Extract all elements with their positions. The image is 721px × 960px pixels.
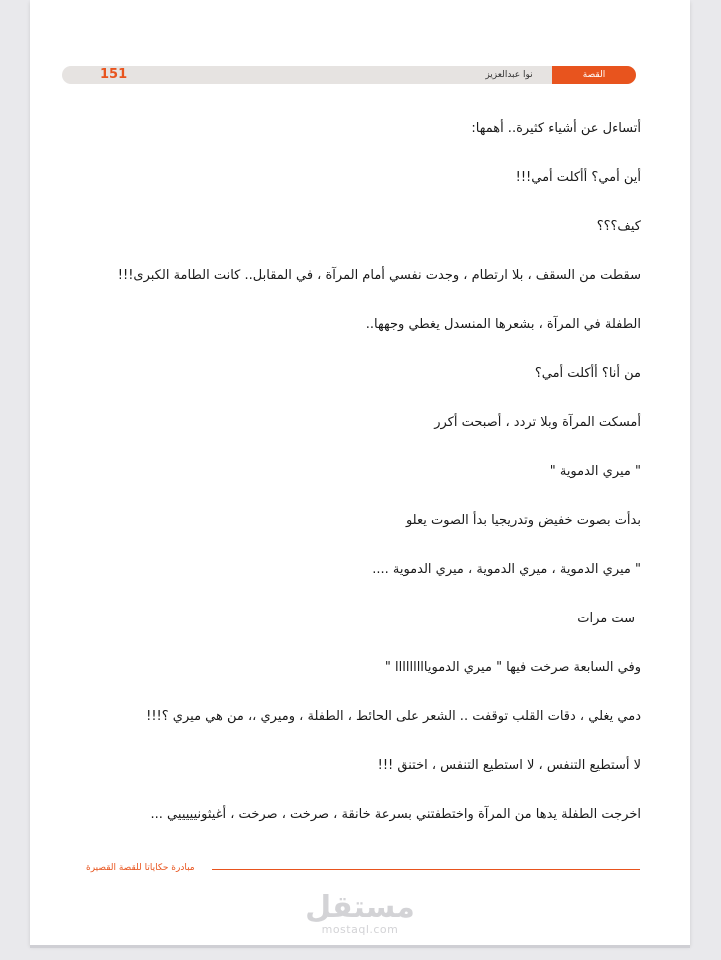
paragraph: أمسكت المرآة وبلا تردد ، أصبحت أكرر bbox=[434, 415, 641, 430]
paragraph: " ميري الدموية " bbox=[549, 464, 641, 479]
paragraph: ست مرات bbox=[577, 611, 635, 626]
paragraph: من أنا؟ أأكلت أمي؟ bbox=[534, 366, 641, 381]
paragraph: بدأت بصوت خفيض وتدريجيا بدأ الصوت يعلو bbox=[405, 513, 641, 528]
footer-rule bbox=[212, 869, 640, 870]
paragraph: اخرجت الطفلة يدها من المرآة واختطفتني بسرعة خانقة ، صرخت ، صرخت ، أغيثونيييييي ... bbox=[150, 807, 641, 822]
paragraph: الطفلة في المرآة ، بشعرها المنسدل يغطي وجهها.. bbox=[365, 317, 641, 332]
watermark-logo: مستقل bbox=[305, 890, 415, 925]
watermark bbox=[300, 892, 420, 936]
footer-label: مبادرة حكاياتا للقصة القصيرة bbox=[86, 863, 195, 873]
page-bottom-edge bbox=[30, 945, 690, 948]
paragraph: لا أستطيع التنفس ، لا استطيع التنفس ، اختنق !!! bbox=[377, 758, 641, 773]
header-bar bbox=[62, 66, 636, 84]
story-body bbox=[100, 112, 641, 847]
paragraph: وفي السابعة صرخت فيها " ميري الدمويااااااااا " bbox=[384, 660, 641, 675]
paragraph: دمي يغلي ، دقات القلب توقفت .. الشعر على الحائط ، الطفلة ، وميري ،، من هي ميري ؟!!! bbox=[146, 709, 641, 724]
paragraph: سقطت من السقف ، بلا ارتطام ، وجدت نفسي أمام المرآة ، في المقابل.. كانت الطامة الكبرى!!! bbox=[117, 268, 641, 283]
paragraph: أين أمي؟ أأكلت أمي!!! bbox=[515, 170, 641, 185]
section-pill: القصة bbox=[552, 66, 636, 84]
page-number: 151 bbox=[100, 67, 128, 82]
paragraph: " ميري الدموية ، ميري الدموية ، ميري الدموية .... bbox=[372, 562, 641, 577]
paragraph: كيف؟؟؟ bbox=[596, 219, 641, 234]
author-name: نوا عبدالعزيز bbox=[485, 70, 533, 80]
watermark-domain: mostaql.com bbox=[321, 923, 399, 936]
paragraph: أتساءل عن أشياء كثيرة.. أهمها: bbox=[471, 121, 641, 136]
